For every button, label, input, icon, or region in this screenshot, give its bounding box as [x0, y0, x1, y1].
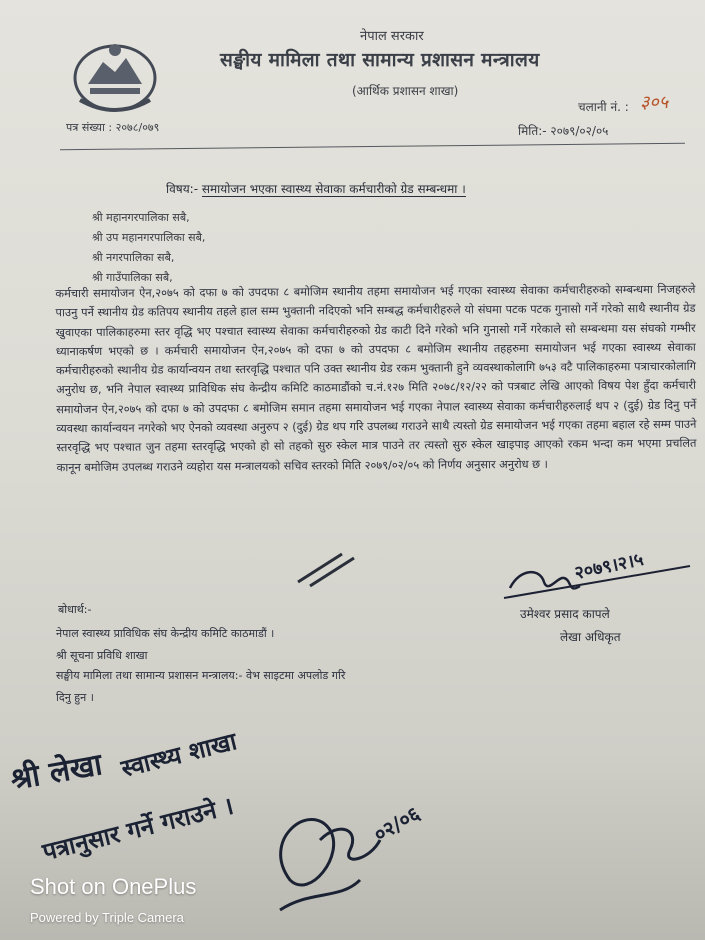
- letter-body: कर्मचारी समायोजन ऐन,२०७५ को दफा ७ को उपदफा ८ बमोजिम स्थानीय तहमा समायोजन भई गएका स्वास्थ्य सेवाका कर्मचारीहरुको सम्बन्धमा निजहरुले पाउनु पर्ने स्थानीय ग्रेड कतिपय स्थानीय तहले हाल सम्म भुक्तानी नदिएको भनि सम्बद्ध कर्मचारीहरुले यो संघमा पटक पटक गुनासो गर्ने गरेको साथै स्थानीय ग्रेड खुवाएका पालिकाहरुमा स्तर वृद्धि भए पश्चात स्वास्थ्य सेवाका कर्मचारीहरुको ग्रेड काटी दिने गरेको भनि गुनासो गर्ने गरेकाले सो सम्बन्धमा यस संघको गम्भीर ध्यानाकर्षण भएको छ । कर्मचारी समायोजन ऐन,२०७५ को दफा ७ को उपदफा ८ बमोजिम स्थानीय तहहरुमा समायोजन भई गएका स्वास्थ्य सेवाका कर्मचारीहरुको स्थानीय ग्रेड कार्यान्वयन तथा स्तरवृद्धि पश्चात पनि उक्त स्थानीय ग्रेड रकम भुक्तानी हुने व्यवस्थाकोलागि ७५३ वटै पालिकाहरुमा पत्राचारकोलागि अनुरोध छ, भनि नेपाल स्वास्थ्य प्राविधिक संघ केन्द्रीय कमिटि काठमाडौंको च.नं.१२७ मिति २०७८/१२/२२ को पत्रबाट लेखि आएको विषय पेश हुँदा कर्मचारी समायोजन ऐन,२०७५ को दफा ७ को उपदफा ८ बमोजिम समान तहमा समायोजन भई गएका नेपाल स्वास्थ्य सेवाका कर्मचारीहरुलाई थप २ (दुई) ग्रेड दिनु पर्ने व्यवस्था कार्यान्वयन नगरेको भए ऐनको व्यवस्था अनुरुप २ (दुई) ग्रेड थप गरि उपलब्ध गराउने साथै त्यस्तो ग्रेड समायोजन भई गएका तहमा बहाल रहे सम्म पाउने स्तरवृद्धि भए पश्चात जुन तहमा स्तरवृद्धि भएको हो सो तहको सुरु स्केल मात्र पाउने तर त्यस्तो सुरु स्केल खाइपाइ आएको रकम भन्दा कम भएमा प्रचलित कानून बमोजिम उपलब्ध गराउने व्यहोरा यस मन्त्रालयको सचिव स्तरको मिति २०७९/०२/०५ को निर्णय अनुसार अनुरोध छ ।: [55, 282, 697, 474]
- chalani-number: ३०५: [640, 92, 669, 113]
- government-heading: नेपाल सरकार: [360, 29, 424, 44]
- officer-title: लेखा अधिकृत: [560, 630, 621, 644]
- bodhartha-line: सङ्घीय मामिला तथा सामान्य प्रशासन मन्त्रालय:- वेभ साइटमा अपलोड गरि: [56, 669, 346, 682]
- addressee-line: श्री उप महानगरपालिका सबै,: [92, 231, 206, 244]
- handwritten-note-line3: पत्रानुसार गर्ने गराउने ।: [39, 790, 237, 867]
- letter-date: मिति:- २०७९/०२/०५: [518, 124, 609, 138]
- camera-watermark-subtitle: Powered by Triple Camera: [30, 910, 184, 925]
- double-slash-mark: [290, 548, 360, 588]
- addressee-line: श्री महानगरपालिका सबै,: [92, 211, 190, 224]
- subject-line: [166, 180, 466, 197]
- bodhartha-line: नेपाल स्वास्थ्य प्राविधिक संघ केन्द्रीय कमिटि काठमाडौं ।: [56, 627, 275, 640]
- bodhartha-line: दिनु हुन ।: [56, 691, 94, 704]
- addressee-line: श्री गाउँपालिका सबै,: [92, 271, 173, 284]
- officer-signature-date: २०७९।२।५: [572, 548, 646, 585]
- camera-watermark-title: Shot on OnePlus: [30, 874, 197, 899]
- subject-text: समायोजन भएका स्वास्थ्य सेवाका कर्मचारीको ग्रेड सम्बन्धमा ।: [201, 182, 466, 196]
- patra-sankhya: पत्र संख्या : २०७८/०७९: [66, 121, 160, 134]
- subject-prefix: विषय:-: [166, 182, 199, 196]
- chalani-label: चलानी नं. :: [578, 100, 629, 114]
- handwritten-note-line2: स्वास्थ्य शाखा: [118, 726, 240, 783]
- officer-name: उमेश्वर प्रसाद कापले: [520, 607, 610, 621]
- addressee-line: श्री नगरपालिका सबै,: [92, 251, 175, 264]
- handwritten-signature: [250, 780, 450, 920]
- ministry-title: सङ्घीय मामिला तथा सामान्य प्रशासन मन्त्रालय: [220, 49, 540, 71]
- header-divider: [60, 143, 685, 151]
- branch-name: (आर्थिक प्रशासन शाखा): [352, 84, 459, 98]
- handwritten-note-line1: श्री लेखा: [8, 747, 105, 798]
- bodhartha-label: बोधार्थ:-: [58, 603, 92, 616]
- handwritten-date: ०२/०६: [369, 801, 424, 847]
- nepal-government-emblem-icon: [68, 38, 162, 116]
- bodhartha-line: श्री सूचना प्रविधि शाखा: [56, 649, 148, 662]
